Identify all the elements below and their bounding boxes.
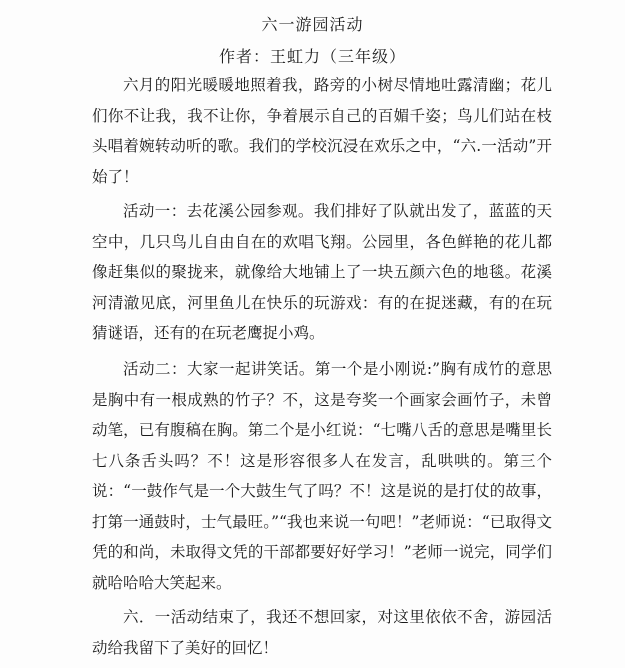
document-title: 六一游园活动: [261, 15, 364, 34]
paragraph-intro: 六月的阳光暖暖地照着我，路旁的小树尽情地吐露清幽；花儿们你不让我，我不让你，争着展示自己的百媚千姿；鸟儿们站在枝头唱着婉转动听的歌。我们的学校沉浸在欢乐之中，“六.一活动”开始了！: [92, 76, 552, 186]
author-line: 作者：王虹力（三年级）: [218, 47, 406, 66]
paragraph-activity-one: 活动一：去花溪公园参观。我们排好了队就出发了，蓝蓝的天空中，几只鸟儿自由自在的欢唱飞翔。公园里，各色鲜艳的花儿都像赶集似的聚拢来，就像给大地铺上了一块五颜六色的地毯。花溪河清澈见底，河里鱼儿在快乐的玩游戏：有的在捉迷藏，有的在玩猜谜语，还有的在玩老鹰捉小鸡。: [92, 202, 552, 342]
paragraph-activity-two: 活动二：大家一起讲笑话。第一个是小刚说:”胸有成竹的意思是胸中有一根成熟的竹子？不，这是夸奖一个画家会画竹子，未曾动笔，已有腹稿在胸。第二个是小红说：“七嘴八舌的意思是嘴里长七八条舌头吗？不！这是形容很多人在发言，乱哄哄的。第三个说：“一鼓作气是一个大鼓生气了吗？不！这是说的是打仗的故事，打第一通鼓时，士气最旺。”“我也来说一句吧！”老师说：“已取得文凭的和尚，未取得文凭的干部都要好好学习！”老师一说完，同学们就哈哈哈大笑起来。: [92, 360, 552, 592]
paragraph-conclusion: 六．一活动结束了，我还不想回家，对这里依依不舍，游园活动给我留下了美好的回忆！: [92, 608, 552, 657]
